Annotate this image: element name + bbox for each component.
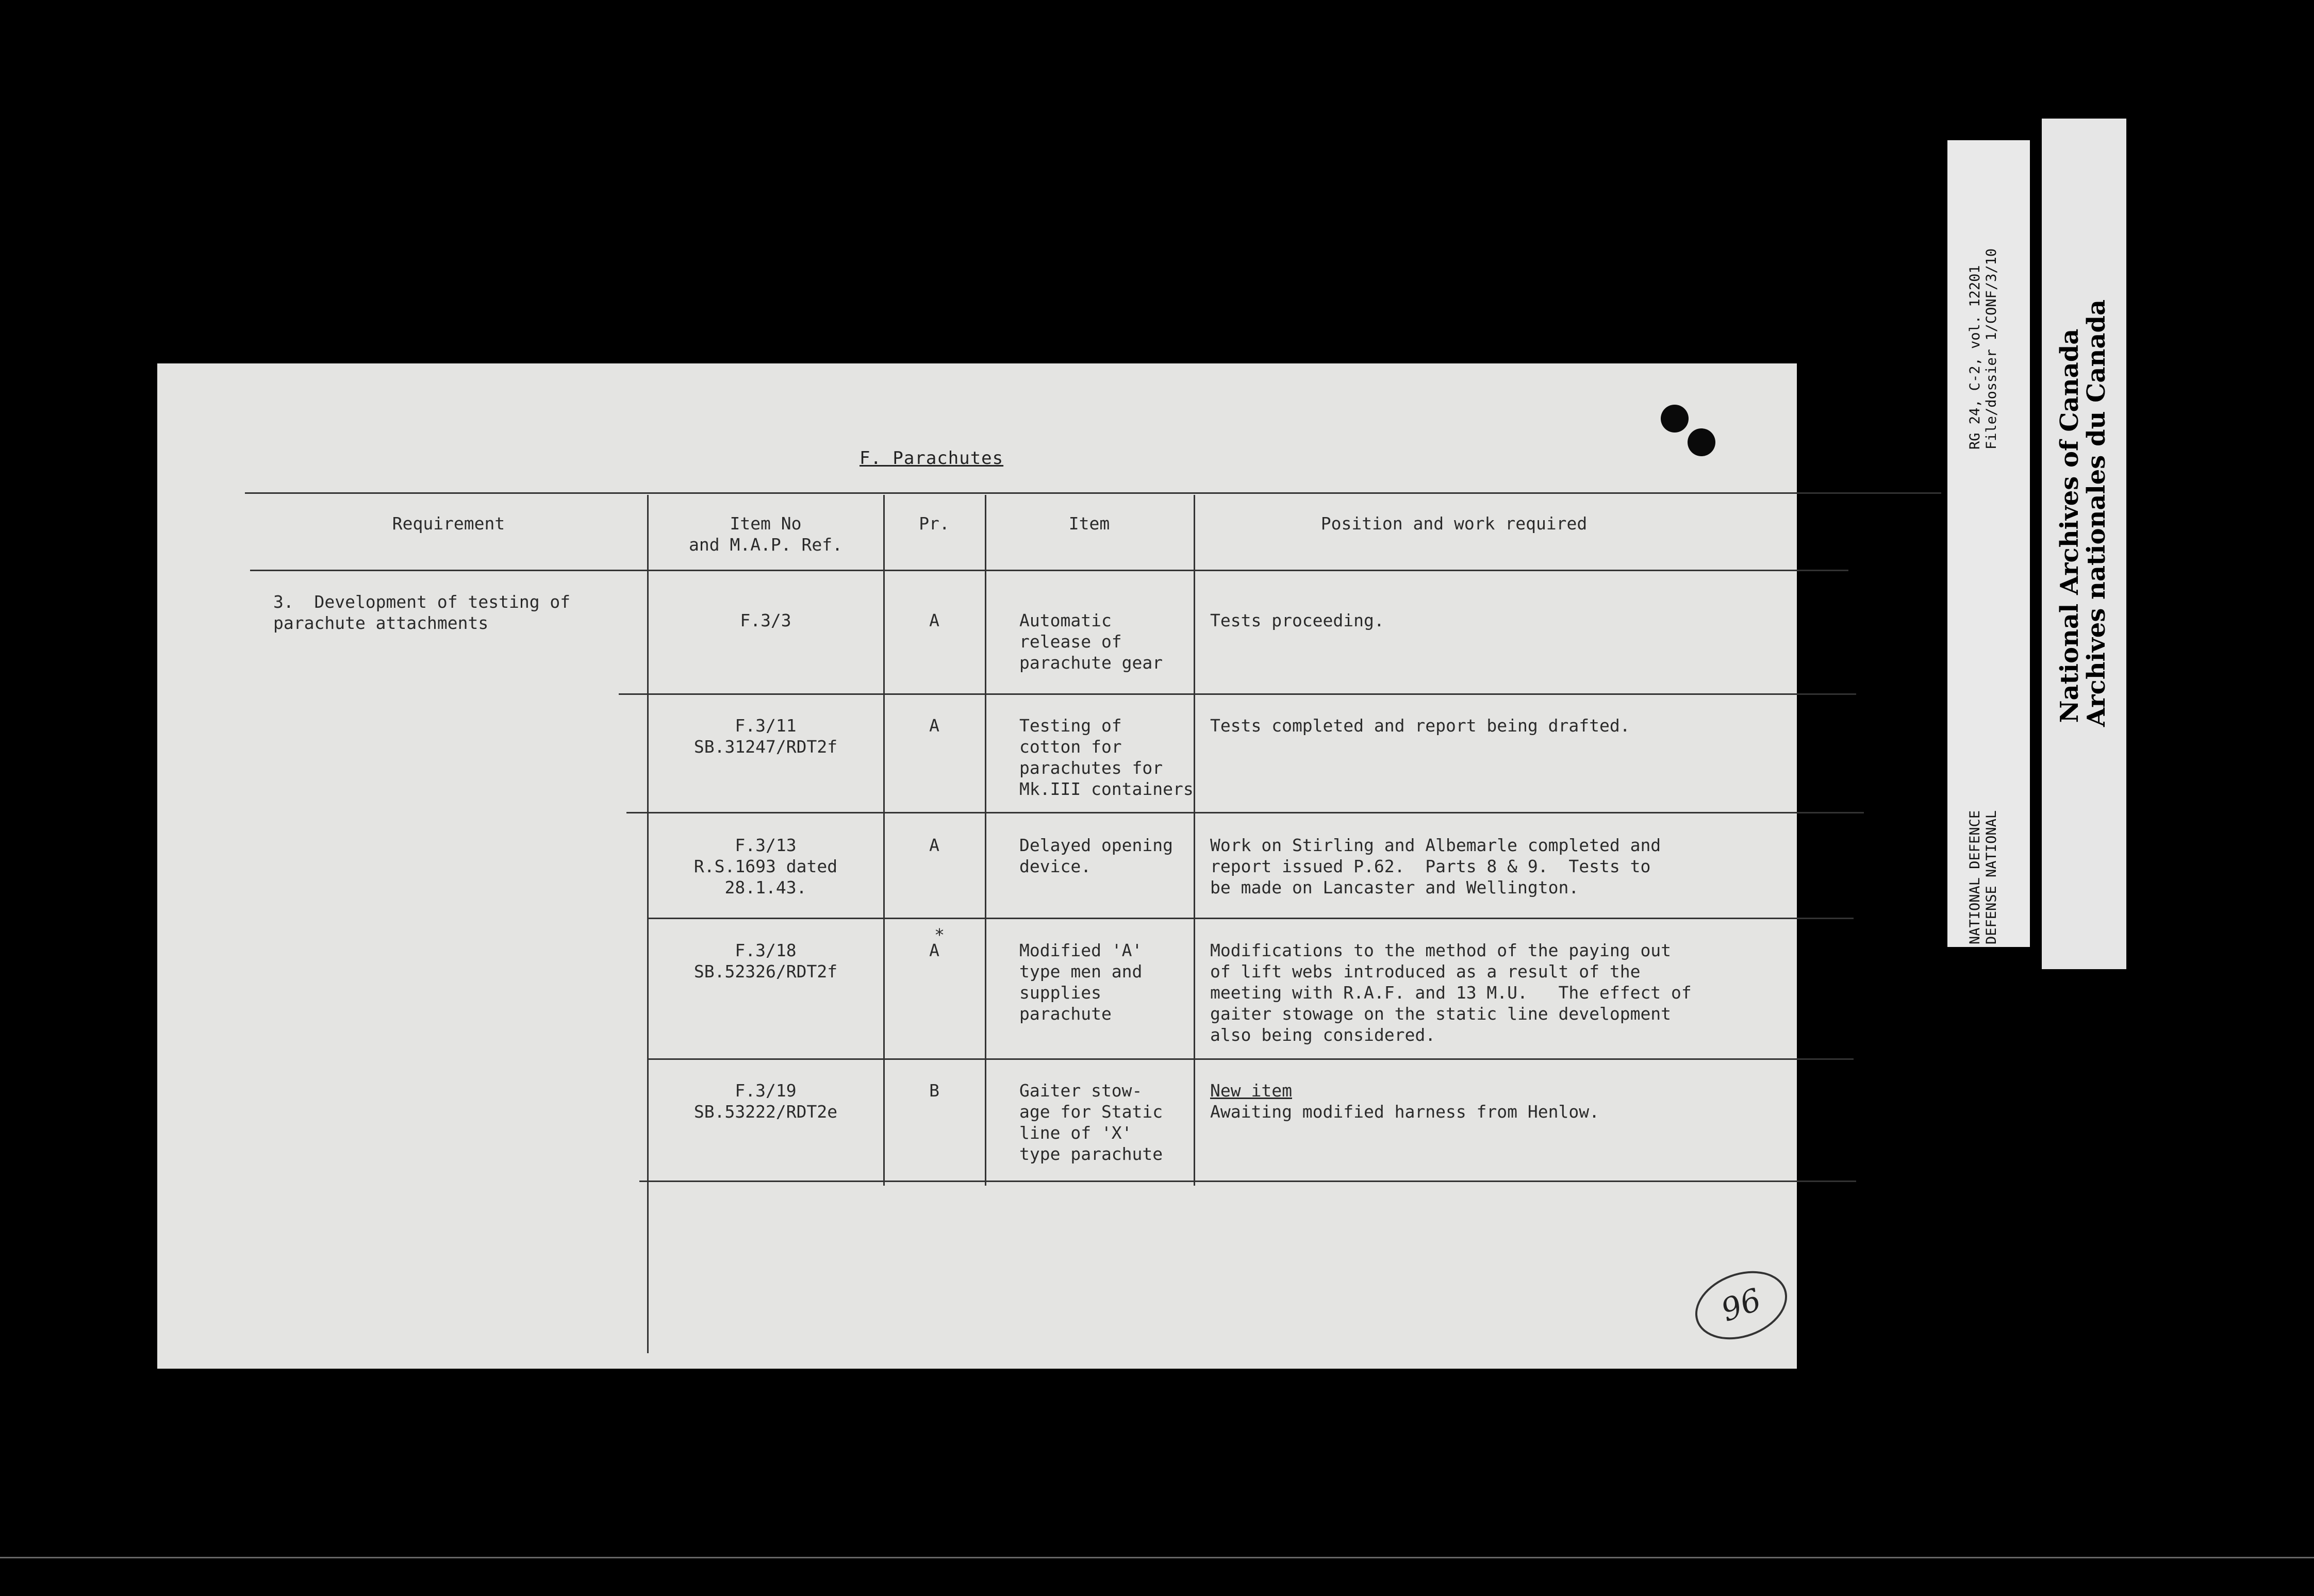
row-5-position: Awaiting modified harness from Henlow. [1210,1102,1599,1122]
row-5-item: Gaiter stow- age for Static line of 'X' type parachute [1019,1080,1163,1164]
department-label: NATIONAL DEFENCE DEFENSE NATIONAL [1967,810,1999,944]
header-item-no: Item No and M.A.P. Ref. [688,513,842,555]
header-pr: Pr. [919,513,950,534]
row-3-item: Delayed opening device. [1019,835,1173,876]
row-divider [626,812,1864,813]
row-1-position: Tests proceeding. [1210,610,1384,630]
archive-institution-strip [2042,119,2126,969]
requirement-text: 3. Development of testing of parachute attachments [273,592,571,633]
row-2-item-no: F.3/11 SB.31247/RDT2f [693,716,838,757]
header-item: Item [1068,513,1110,534]
row-2-position: Tests completed and report being drafted. [1210,716,1630,736]
row-divider [619,693,1856,695]
header-bottom-rule [250,570,1848,571]
row-3-pr: A [929,835,939,855]
table-bottom-rule [639,1181,1856,1182]
archive-reference-strip [1947,140,2030,947]
row-3-position: Work on Stirling and Albemarle completed and report issued P.62. Parts 8 & 9. Tests to be made on Lancaster and Wellington. [1210,835,1661,897]
row-5-pr: B [929,1080,939,1101]
row-1-item: Automatic release of parachute gear [1019,610,1163,673]
row-1-item-no: F.3/3 [740,610,791,630]
scan-edge-line [0,1557,2314,1558]
column-divider [985,495,986,1186]
page-number-mark: 96 [1685,1259,1796,1351]
row-1-pr: A [929,610,939,630]
archive-reference: RG 24, C-2, vol. 12201 File/dossier 1/CONF/3/10 [1967,248,1999,450]
row-5-item-no: F.3/19 SB.53222/RDT2e [693,1080,838,1122]
column-divider [1194,495,1195,1186]
institution-name: National Archives of Canada Archives nationales du Canada [2055,299,2111,727]
header-position: Position and work required [1320,513,1588,534]
row-4-position: Modifications to the method of the paying out of lift webs introduced as a result of the meeting with R.A.F. and 13 M.U. The effect of gaiter stowage on the static line development also being considered. [1210,940,1692,1045]
row-4-item-no: F.3/18 SB.52326/RDT2f [693,940,838,982]
column-divider [883,495,885,1186]
row-divider [647,1058,1854,1060]
row-3-item-no: F.3/13 R.S.1693 dated 28.1.43. [693,835,838,897]
punch-hole [1661,405,1689,433]
row-4-item: Modified 'A' type men and supplies parachute [1019,940,1143,1024]
table-top-rule [245,492,1941,494]
row-2-item: Testing of cotton for parachutes for Mk.III containers [1019,716,1194,799]
row-4-pr-mark: * [934,925,945,945]
row-divider [647,918,1854,919]
document-page [157,363,1797,1369]
column-divider [647,495,649,1353]
row-2-pr: A [929,716,939,736]
row-5-position-heading: New item [1210,1080,1292,1101]
header-requirement: Requirement [392,513,505,534]
row-4-pr: A [929,940,939,960]
page-title: F. Parachutes [860,448,1004,469]
punch-hole [1688,428,1715,456]
